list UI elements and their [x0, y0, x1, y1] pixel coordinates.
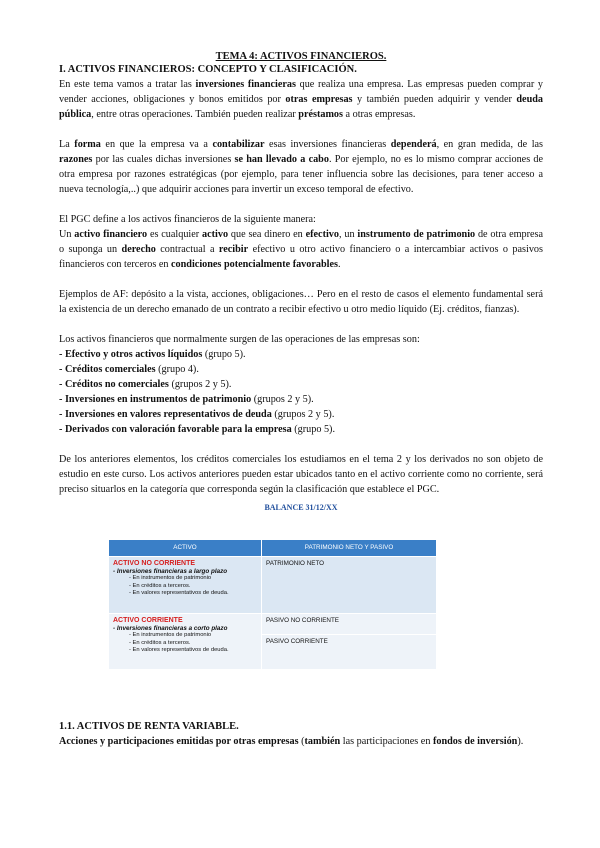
ac-item: - En valores representativos de deuda.	[129, 646, 229, 653]
anc-item: - En valores representativos de deuda.	[129, 589, 229, 596]
paragraph-pgc: El PGC define a los activos financieros de la siguiente manera:	[59, 214, 316, 225]
pasivo-corriente-cell: PASIVO CORRIENTE	[262, 634, 437, 669]
paragraph-forma: La forma en que la empresa va a contabilizar esas inversiones financieras dependerá, en gran medida, de las razones por las cuales dichas inversiones se han llevado a cabo. Por ejemplo, no es lo mismo comprar acciones de otra empresa por razones estratégicas (por ejemplo, para tener influencia sobre las decisiones, para tener acceso a nueva tecnología,..) que adquirir acciones para invertir un exceso temporal de efectivo.	[59, 139, 544, 195]
anc-item: - En instrumentos de patrimonio	[129, 575, 212, 582]
balance-col-activo: ACTIVO	[109, 540, 262, 557]
activo-no-corriente-cell	[109, 556, 262, 613]
paragraph-intro: En este tema vamos a tratar las inversiones financieras que realiza una empresa. Las empresas pueden comprar y vender acciones, obligaciones y bonos emitidos por otras empresas y también pueden adquirir y vender deuda pública, entre otras operaciones. También pueden realizar préstamos a otras empresas.	[59, 79, 543, 120]
balance-table	[108, 539, 437, 670]
section-heading-1: I. ACTIVOS FINANCIEROS: CONCEPTO Y CLASIFICACIÓN.	[59, 64, 357, 75]
ac-subheading: - Inversiones financieras a corto plazo	[113, 624, 228, 632]
paragraph-examples: Ejemplos de AF: depósito a la vista, acciones, obligaciones… Pero en el resto de casos el elemento fundamental será la existencia de un derecho emanado de un contrato a recibir efectivo u otro medio líquido (Ej. créditos, fianzas).	[59, 289, 543, 315]
paragraph-renta-variable: Acciones y participaciones emitidas por otras empresas (también las participaciones en fondos de inversión).	[59, 736, 524, 747]
section-renta-variable	[59, 720, 543, 749]
list-item: - Efectivo y otros activos líquidos (grupo 5).	[59, 349, 246, 360]
list-item: - Inversiones en instrumentos de patrimonio (grupos 2 y 5).	[59, 394, 314, 405]
list-item: - Inversiones en valores representativos de deuda (grupos 2 y 5).	[59, 409, 335, 420]
balance-col-pasivo: PATRIMONIO NETO Y PASIVO	[262, 540, 437, 557]
balance-title: BALANCE 31/12/XX	[264, 503, 338, 512]
paragraph-definition: Un activo financiero es cualquier activo que sea dinero en efectivo, un instrumento de patrimonio de otra empresa o suponga un derecho contractual a recibir efectivo u otro activo financiero o a intercambiar activos o pasivos financieros con terceros en condiciones potencialmente favorables.	[59, 229, 544, 270]
paragraph-classification: De los anteriores elementos, los créditos comerciales los estudiamos en el tema 2 y los derivados no son objeto de estudio en este curso. Los activos anteriores pueden estar ubicados tanto en el activo corriente como no corriente, será preciso situarlos en la categoría que corresponda según la clasificación que establece el PGC.	[59, 454, 543, 495]
activo-corriente-cell	[109, 613, 262, 669]
activo-no-corriente-label: ACTIVO NO CORRIENTE	[113, 559, 196, 567]
ac-item: - En instrumentos de patrimonio	[129, 632, 212, 639]
financial-assets-list	[59, 347, 543, 437]
anc-subheading: - Inversiones financieras a largo plazo	[113, 567, 228, 575]
pasivo-no-corriente-cell: PASIVO NO CORRIENTE	[262, 613, 437, 634]
activo-corriente-label: ACTIVO CORRIENTE	[113, 616, 183, 624]
patrimonio-neto-cell: PATRIMONIO NETO	[262, 556, 437, 613]
ac-item: - En créditos a terceros.	[129, 639, 191, 646]
section-heading-2: 1.1. ACTIVOS DE RENTA VARIABLE.	[59, 721, 239, 732]
page-title: TEMA 4: ACTIVOS FINANCIEROS.	[215, 51, 387, 62]
document-page	[59, 50, 543, 513]
list-item: - Créditos no comerciales (grupos 2 y 5).	[59, 379, 232, 390]
list-item: - Créditos comerciales (grupo 4).	[59, 364, 199, 375]
paragraph-list-intro: Los activos financieros que normalmente surgen de las operaciones de las empresas son:	[59, 334, 420, 345]
anc-item: - En créditos a terceros.	[129, 582, 191, 589]
list-item: - Derivados con valoración favorable para la empresa (grupo 5).	[59, 424, 335, 435]
